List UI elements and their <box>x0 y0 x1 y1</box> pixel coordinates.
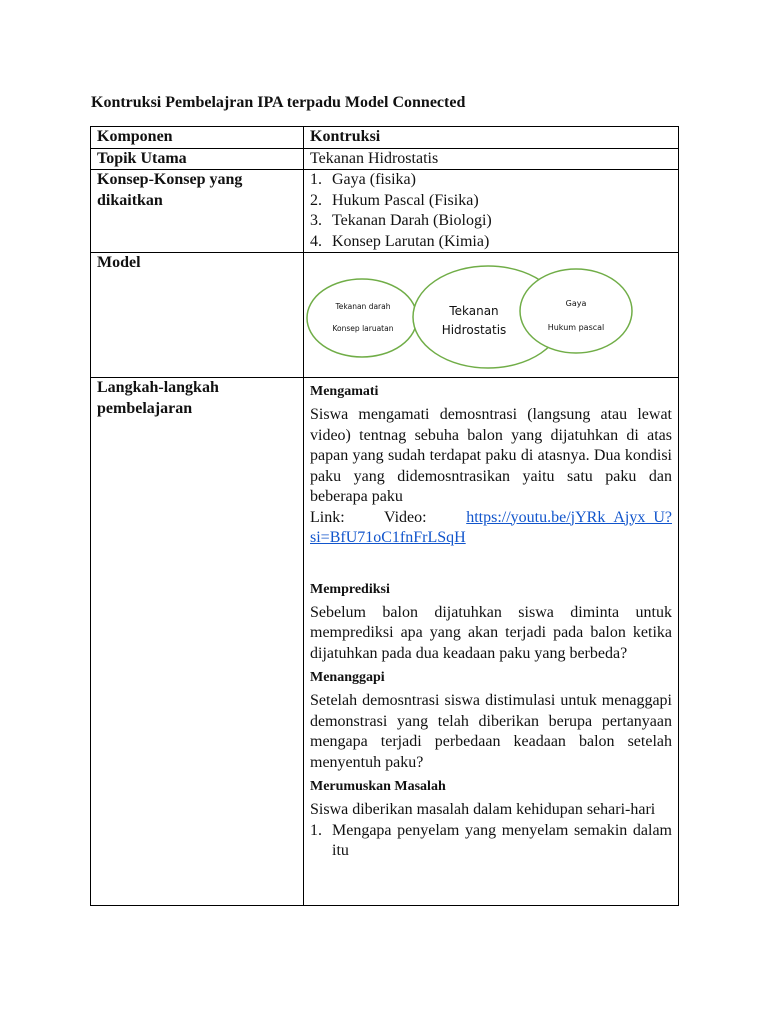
list-item <box>310 211 672 232</box>
list-item-text: Tekanan Darah (Biologi) <box>332 212 492 229</box>
table-row-concepts <box>91 170 679 253</box>
left-circle <box>307 279 417 357</box>
list-item-text: Konsep Larutan (Kimia) <box>332 232 490 250</box>
table-row-topic <box>91 148 679 170</box>
video-link-part1[interactable]: https://youtu.be/jYRk_Ajyx_U? <box>466 508 672 526</box>
left-circle-line1: Tekanan darah <box>335 302 391 311</box>
list-item <box>310 821 672 862</box>
list-item <box>310 170 672 191</box>
list-item-number: 3. <box>310 212 322 229</box>
right-circle-line1: Gaya <box>565 299 587 308</box>
spacer <box>310 549 672 576</box>
right-circle-line2: Hukum pascal <box>547 323 605 332</box>
list-item <box>310 191 672 212</box>
steps-cell <box>304 378 679 906</box>
video-link-line <box>310 508 672 529</box>
step-text-menanggapi: Setelah demosntrasi siswa distimulasi untuk menaggapi demonstrasi yang telah diberikan berupa pertanyaan mengapa terjadi perbedaan keadaan balon setelah menyentuh paku? <box>310 692 672 771</box>
step-text-memprediksi: Sebelum balon dijatuhkan siswa diminta untuk memprediksi apa yang akan terjadi pada balon ketika dijatuhkan pada dua keadaan paku yang berbeda? <box>310 603 672 662</box>
document-title: Kontruksi Pembelajran IPA terpadu Model Connected <box>91 94 466 111</box>
table-row-steps <box>91 378 679 906</box>
list-item-number: 1. <box>310 171 322 188</box>
step-text-mengamati: Siswa mengamati demosntrasi (langsung atau lewat video) tentnag sebuha balon yang dijatuhkan di atas papan yang sudah terdapat paku di atasnya. Dua kondisi paku yang didemosntrasikan yaitu satu paku dan beberapa paku <box>310 406 672 505</box>
list-item-text: Gaya (fisika) <box>332 171 416 188</box>
model-diagram <box>304 253 678 377</box>
construction-table <box>90 126 679 906</box>
list-item-number: 4. <box>310 232 322 250</box>
right-circle <box>520 269 632 353</box>
steps-label: Langkah-langkah pembelajaran <box>91 378 304 906</box>
topic-label: Topik Utama <box>91 148 304 170</box>
list-item-number: 2. <box>310 191 322 209</box>
step-heading-mengamati: Mengamati <box>310 384 379 399</box>
center-circle-line1: Tekanan <box>449 304 499 318</box>
left-circle-line2: Konsep laruatan <box>332 324 394 333</box>
table-header-row <box>91 127 679 149</box>
list-item-text: Mengapa penyelam yang menyelam semakin dalam itu <box>332 821 672 859</box>
header-komponen: Komponen <box>91 127 304 149</box>
concepts-label: Konsep-Konsep yang dikaitkan <box>91 170 304 253</box>
video-label: Video: <box>384 508 427 526</box>
list-item-text: Hukum Pascal (Fisika) <box>332 191 479 209</box>
concepts-list <box>310 170 672 252</box>
step-heading-memprediksi: Memprediksi <box>310 581 390 597</box>
video-link-part2[interactable]: si=BfU71oC1fnFrLSqH <box>310 529 466 546</box>
step-text-merumuskan: Siswa diberikan masalah dalam kehidupan sehari-hari <box>310 801 656 818</box>
center-circle-line2: Hidrostatis <box>441 323 507 337</box>
model-cell <box>304 253 679 378</box>
table-row-model <box>91 253 679 378</box>
link-label: Link: <box>310 508 345 526</box>
model-label: Model <box>91 253 304 378</box>
step-heading-menanggapi: Menanggapi <box>310 670 385 685</box>
list-item-number: 1. <box>310 821 322 839</box>
list-item <box>310 232 672 253</box>
step-heading-merumuskan: Merumuskan Masalah <box>310 779 446 794</box>
concepts-cell <box>304 170 679 253</box>
steps-content <box>310 378 672 903</box>
header-kontruksi: Kontruksi <box>304 127 679 149</box>
topic-value: Tekanan Hidrostatis <box>304 148 679 170</box>
